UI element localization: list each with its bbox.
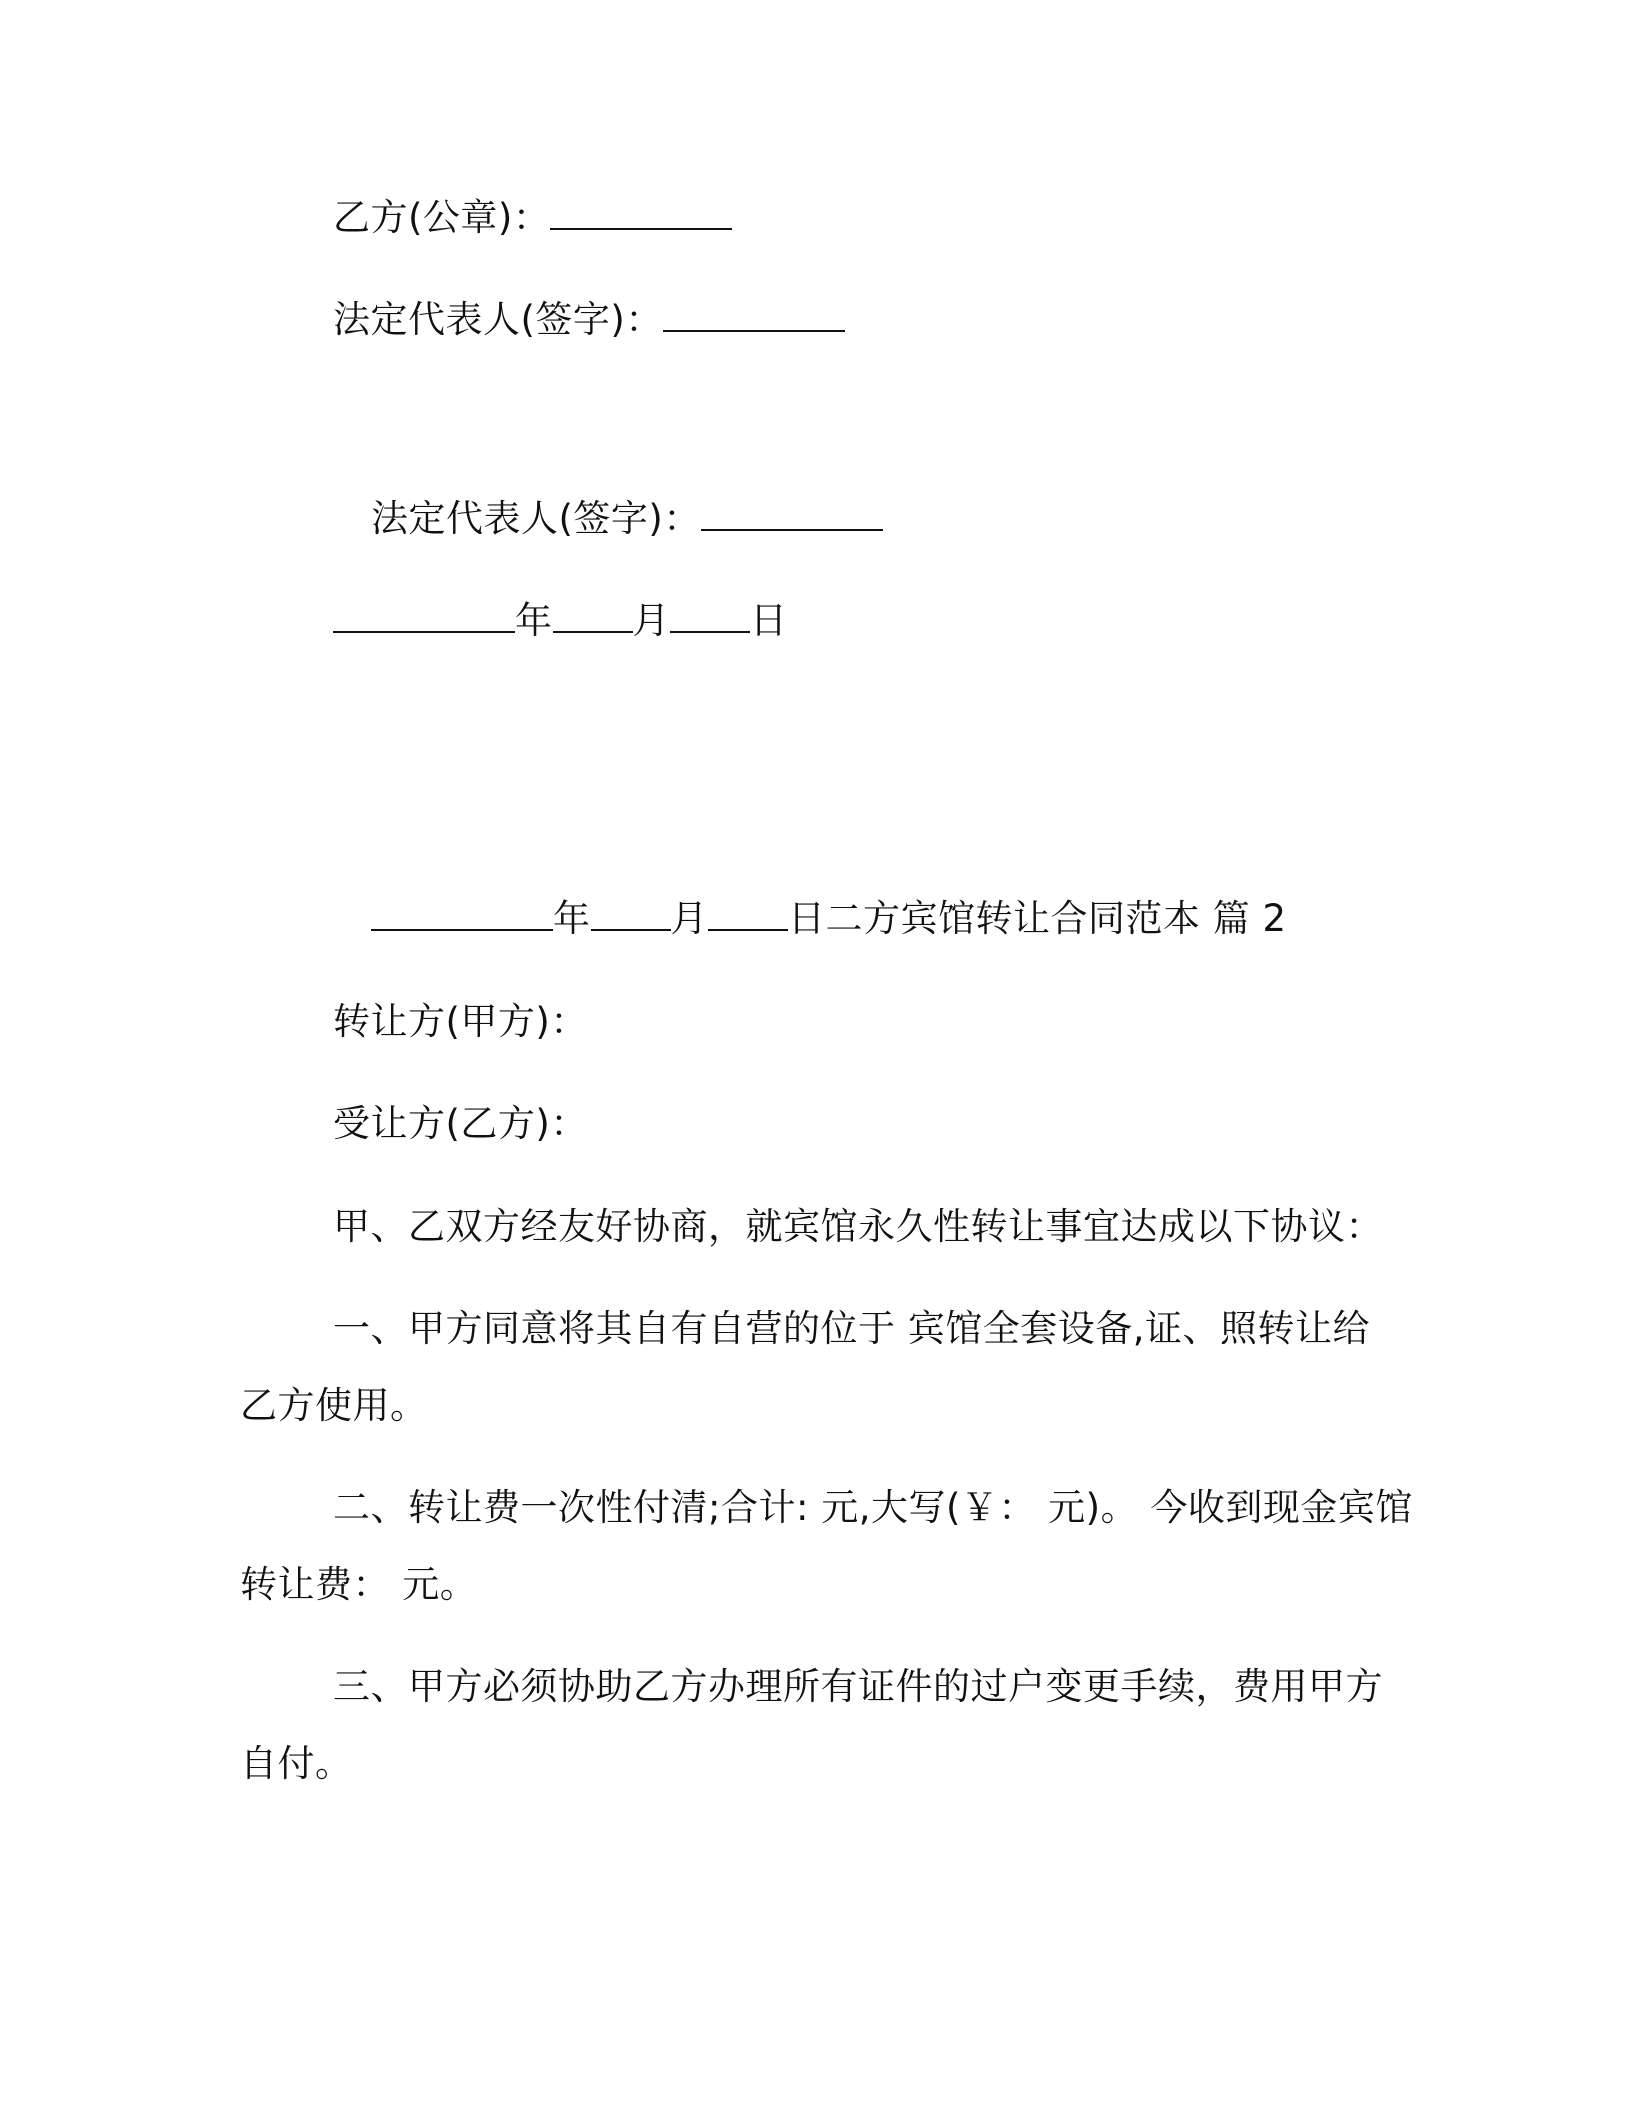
legal-rep-blank-2 <box>701 499 883 531</box>
clause-1-line-2: 乙方使用。 <box>240 1384 428 1427</box>
clause-2-line-2: 转让费： 元。 <box>240 1563 478 1606</box>
section-title <box>371 897 1287 941</box>
title-day-blank <box>708 899 788 931</box>
legal-rep-label-2: 法定代表人(签字)： <box>371 497 701 540</box>
transferor-line: 转让方(甲方)： <box>333 1000 588 1043</box>
date-year-blank <box>333 601 515 633</box>
party-b-seal-label: 乙方(公章)： <box>333 196 551 239</box>
title-text: 日二方宾馆转让合同范本 篇 2 <box>788 897 1287 940</box>
title-month-blank <box>591 899 671 931</box>
legal-rep-line-2 <box>371 497 883 541</box>
title-year-blank <box>371 899 553 931</box>
legal-rep-line-1 <box>333 298 845 342</box>
date-year-label: 年 <box>515 599 553 642</box>
date-month-label: 月 <box>632 599 670 642</box>
title-month-label: 月 <box>670 897 708 940</box>
date-day-label: 日 <box>750 599 788 642</box>
clause-3-line-1: 三、甲方必须协助乙方办理所有证件的过户变更手续，费用甲方 <box>333 1665 1383 1708</box>
party-b-seal-line <box>333 196 732 240</box>
transferee-line: 受让方(乙方)： <box>333 1102 588 1145</box>
date-month-blank <box>553 601 633 633</box>
clause-2-line-1: 二、转让费一次性付清;合计: 元,大写(￥： 元)。 今收到现金宾馆 <box>333 1486 1413 1529</box>
preamble: 甲、乙双方经友好协商，就宾馆永久性转让事宜达成以下协议： <box>333 1205 1383 1248</box>
clause-1-line-1: 一、甲方同意将其自有自营的位于 宾馆全套设备,证、照转让给 <box>333 1307 1371 1350</box>
clause-3-line-2: 自付。 <box>240 1742 353 1785</box>
title-year-label: 年 <box>553 897 591 940</box>
date-day-blank <box>670 601 750 633</box>
signature-date-line <box>333 599 788 643</box>
legal-rep-label-1: 法定代表人(签字)： <box>333 298 663 341</box>
party-b-seal-blank <box>550 198 732 230</box>
legal-rep-blank-1 <box>663 300 845 332</box>
